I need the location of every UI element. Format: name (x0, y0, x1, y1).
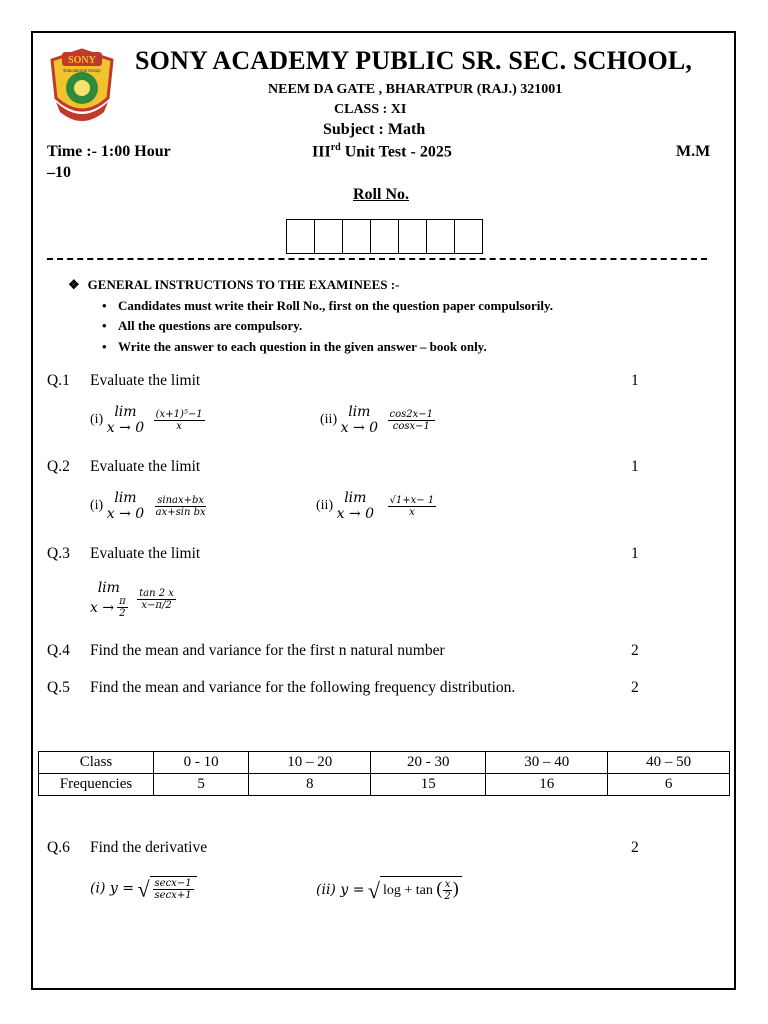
frac-num: √1+x− 1 (389, 494, 435, 506)
school-logo (46, 46, 118, 126)
question-marks: 2 (631, 679, 639, 696)
frac-num: tan 2 x (139, 588, 174, 599)
q1-part-ii (320, 404, 435, 436)
diamond-bullet-icon: ❖ (68, 277, 80, 292)
question-number: Q.6 (47, 839, 70, 856)
part-label: (ii) (316, 498, 334, 514)
frac-den: secx+1 (154, 890, 192, 901)
table-cell: 15 (371, 774, 486, 796)
lim-approach: x → 0 (340, 420, 379, 436)
frac-den: cosx−1 (392, 420, 430, 432)
test-name-sup: rd (330, 142, 341, 153)
frac-num: secx−1 (154, 878, 192, 889)
roll-box[interactable] (398, 219, 427, 254)
instructions-title-text: GENERAL INSTRUCTIONS TO THE EXAMINEES :- (87, 277, 400, 292)
q2-part-ii (316, 490, 436, 522)
roll-box[interactable] (370, 219, 399, 254)
sqrt-icon: √ (367, 877, 380, 903)
lim-text: lim (114, 490, 137, 506)
table-cell: 0 - 10 (154, 752, 249, 774)
roll-box[interactable] (286, 219, 315, 254)
lim-approach: x → 0 (336, 506, 375, 522)
part-label: (ii) y = (316, 882, 365, 898)
divider-line (47, 258, 707, 260)
max-marks-label: M.M (676, 143, 711, 160)
school-address: NEEM DA GATE , BHARATPUR (RAJ.) 321001 (268, 82, 563, 97)
lim-text: lim (97, 580, 120, 596)
q1-part-i (90, 404, 205, 436)
instruction-item: • Candidates must write their Roll No., first on the question paper compulsorily. (118, 298, 553, 314)
question-text: Find the derivative (90, 839, 208, 856)
question-number: Q.5 (47, 679, 70, 696)
lim-approach: x → 0 (106, 506, 145, 522)
part-label: (ii) (320, 412, 338, 428)
instructions-title (68, 277, 399, 293)
table-cell: 8 (249, 774, 371, 796)
part-label: (i) (90, 412, 104, 428)
frequency-table (38, 751, 730, 796)
lim-text: lim (114, 404, 137, 420)
question-text: Evaluate the limit (90, 372, 201, 389)
test-name-prefix: III (312, 143, 331, 161)
lim-approach: x → 0 (106, 420, 145, 436)
logo-text: SONY (68, 55, 96, 66)
roll-label: Roll No. (353, 186, 409, 203)
frac-num: (x+1)⁵−1 (155, 408, 203, 420)
table-cell: 16 (486, 774, 608, 796)
question-number: Q.4 (47, 642, 70, 659)
table-cell: 5 (154, 774, 249, 796)
frac-den: 2 (119, 608, 126, 619)
frac-den: x−π/2 (141, 600, 172, 611)
question-text: Evaluate the limit (90, 545, 201, 562)
roll-box[interactable] (454, 219, 483, 254)
q3-limit (90, 580, 176, 619)
question-number: Q.1 (47, 372, 70, 389)
instruction-item: • All the questions are compulsory. (118, 318, 302, 334)
q6-part-i (90, 876, 197, 903)
table-row (39, 752, 730, 774)
frac-num: x (444, 879, 451, 891)
part-label: (i) y = (90, 880, 134, 897)
table-cell: Frequencies (39, 774, 154, 796)
school-name: SONY ACADEMY PUBLIC SR. SEC. SCHOOL, (135, 46, 693, 75)
question-number: Q.2 (47, 458, 70, 475)
instruction-item: • Write the answer to each question in the given answer – book only. (118, 339, 487, 355)
lim-text: lim (344, 490, 367, 506)
lim-text: lim (348, 404, 371, 420)
frac-num: π (119, 596, 126, 607)
question-number: Q.3 (47, 545, 70, 562)
question-marks: 1 (631, 458, 639, 475)
subject-line: Subject : Math (323, 121, 426, 138)
question-text: Find the mean and variance for the first n natural number (90, 642, 445, 659)
table-row (39, 774, 730, 796)
class-line: CLASS : XI (334, 102, 407, 117)
table-cell: 10 – 20 (249, 752, 371, 774)
part-label: (i) (90, 498, 104, 514)
roll-number-boxes[interactable] (287, 219, 483, 254)
frac-den: x (176, 420, 182, 432)
table-cell: 30 – 40 (486, 752, 608, 774)
frac-den: x (409, 506, 415, 518)
table-cell: Class (39, 752, 154, 774)
roll-box[interactable] (342, 219, 371, 254)
question-text: Evaluate the limit (90, 458, 201, 475)
frac-den: ax+sin bx (155, 506, 206, 518)
q2-part-i (90, 490, 208, 522)
expr-body: log + tan (383, 883, 433, 898)
frac-num: sinax+bx (157, 494, 205, 506)
roll-box[interactable] (314, 219, 343, 254)
q6-part-ii: (ii) y = √ log + tan ( $\frac{x}{2}$ ) (316, 876, 462, 904)
table-cell: 6 (608, 774, 730, 796)
lim-approach: x → (90, 599, 115, 616)
test-name-suffix: Unit Test - 2025 (340, 143, 452, 161)
sqrt-icon: √ (137, 876, 150, 902)
question-marks: 1 (631, 545, 639, 562)
table-cell: 20 - 30 (371, 752, 486, 774)
table-cell: 40 – 50 (608, 752, 730, 774)
frac-num: cos2x−1 (389, 408, 434, 420)
test-name (312, 142, 452, 161)
question-marks: 1 (631, 372, 639, 389)
roll-box[interactable] (426, 219, 455, 254)
frac-den: 2 (444, 891, 451, 903)
time-label: Time :- 1:00 Hour (47, 143, 171, 160)
max-marks-value: –10 (47, 164, 71, 181)
question-marks: 2 (631, 642, 639, 659)
question-marks: 2 (631, 839, 639, 856)
question-text: Find the mean and variance for the following frequency distribution. (90, 679, 516, 696)
logo-subtext: Educational Group (63, 68, 101, 73)
